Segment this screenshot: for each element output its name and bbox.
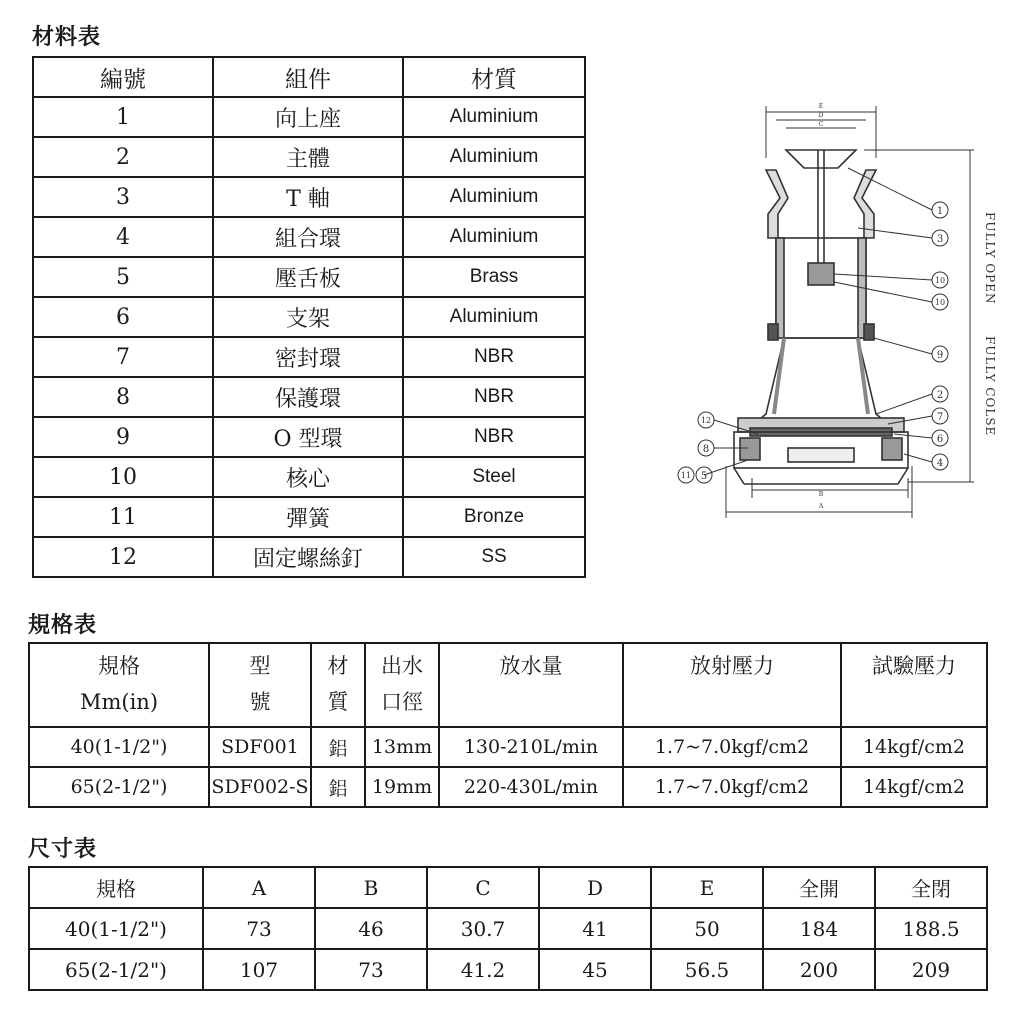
table-row [33,457,585,497]
specs-header-flow: 放水量 [439,643,623,727]
table-row [29,949,987,990]
part-material: SS [403,537,585,577]
dim-c: 41.2 [427,949,539,990]
specs-header-mat-l1: 材 [327,654,349,678]
callout-10a: 10 [934,276,946,285]
part-number: 8 [33,377,213,417]
materials-header-no: 編號 [33,57,213,97]
specs-header-outlet-l2: 口徑 [381,690,423,714]
dim-size: 65(2-1/2") [29,949,203,990]
dim-header-d: D [539,867,651,908]
spec-outlet: 19mm [365,767,439,807]
specs-header-model [209,643,311,727]
part-material: Aluminium [403,217,585,257]
specs-header-mat-l2: 質 [327,690,349,714]
spec-spray-pressure: 1.7~7.0kgf/cm2 [623,727,841,767]
part-name: 支架 [213,297,403,337]
dim-size: 40(1-1/2") [29,908,203,949]
dimensions-title: 尺寸表 [28,837,98,862]
specs-header-outlet [365,643,439,727]
spec-model: SDF001 [209,727,311,767]
specs-header-row [29,643,987,727]
specs-table [28,642,988,808]
callout-9: 9 [936,350,944,361]
dim-fully-open: 184 [763,908,875,949]
dim-d: 45 [539,949,651,990]
materials-title: 材料表 [32,25,102,50]
part-number: 12 [33,537,213,577]
part-material: Aluminium [403,137,585,177]
dim-e: 56.5 [651,949,763,990]
materials-header-material: 材質 [403,57,585,97]
table-row [29,767,987,807]
dim-a: 107 [203,949,315,990]
materials-header-row [33,57,585,97]
table-row [33,337,585,377]
dim-header-c: C [427,867,539,908]
table-row [33,497,585,537]
label-fully-close: FULLY COLSE [983,336,997,437]
part-number: 10 [33,457,213,497]
materials-table [32,56,586,578]
part-material: Aluminium [403,97,585,137]
specs-title: 規格表 [28,613,98,638]
spec-test-pressure: 14kgf/cm2 [841,767,987,807]
table-row [33,537,585,577]
part-number: 4 [33,217,213,257]
part-number: 11 [33,497,213,537]
callout-1: 1 [936,206,944,217]
materials-header-part: 組件 [213,57,403,97]
spec-size: 65(2-1/2") [29,767,209,807]
table-row [33,97,585,137]
specs-header-size-l2: Mm(in) [79,690,159,714]
spec-material: 鋁 [311,767,365,807]
part-name: 彈簧 [213,497,403,537]
part-material: NBR [403,417,585,457]
spec-spray-pressure: 1.7~7.0kgf/cm2 [623,767,841,807]
table-row [29,908,987,949]
part-material: Aluminium [403,177,585,217]
dim-b: 73 [315,949,427,990]
part-name: O 型環 [213,417,403,457]
callout-10b: 10 [934,298,946,307]
specs-header-model-l1: 型 [249,654,271,678]
part-material: Bronze [403,497,585,537]
callout-3: 3 [936,234,944,245]
table-row [33,417,585,457]
part-material: Steel [403,457,585,497]
specs-header-test-pressure: 試驗壓力 [841,643,987,727]
part-name: 固定螺絲釘 [213,537,403,577]
table-row [33,377,585,417]
label-fully-open: FULLY OPEN [983,212,997,305]
part-number: 7 [33,337,213,377]
specs-header-material [311,643,365,727]
callout-8: 8 [702,444,710,455]
dim-letter-c: C [818,121,824,128]
dimensions-header-row [29,867,987,908]
part-name: 核心 [213,457,403,497]
dim-letter-a: A [818,503,824,510]
nozzle-section-diagram [668,98,1008,528]
part-number: 1 [33,97,213,137]
dimensions-table [28,866,988,991]
dim-e: 50 [651,908,763,949]
spec-outlet: 13mm [365,727,439,767]
dim-header-e: E [651,867,763,908]
dim-fully-open: 200 [763,949,875,990]
table-row [29,727,987,767]
dim-header-size: 規格 [29,867,203,908]
dim-header-fully-closed: 全閉 [875,867,987,908]
dim-letter-d: D [818,112,824,119]
part-name: 密封環 [213,337,403,377]
table-row [33,177,585,217]
specs-header-outlet-l1: 出水 [381,654,423,678]
part-name: 向上座 [213,97,403,137]
spec-model: SDF002-S [209,767,311,807]
callout-7: 7 [936,412,944,423]
spec-flow: 130-210L/min [439,727,623,767]
part-material: NBR [403,337,585,377]
spec-flow: 220-430L/min [439,767,623,807]
callout-5: 5 [700,471,708,482]
specs-header-spray-pressure: 放射壓力 [623,643,841,727]
dim-header-fully-open: 全開 [763,867,875,908]
part-number: 3 [33,177,213,217]
spec-test-pressure: 14kgf/cm2 [841,727,987,767]
spec-size: 40(1-1/2") [29,727,209,767]
callout-12: 12 [700,416,712,425]
callout-6: 6 [936,434,944,445]
part-material: Brass [403,257,585,297]
table-row [33,137,585,177]
dim-header-b: B [315,867,427,908]
part-name: 保護環 [213,377,403,417]
dim-fully-closed: 188.5 [875,908,987,949]
dim-header-a: A [203,867,315,908]
part-name: 主體 [213,137,403,177]
part-name: 組合環 [213,217,403,257]
callout-4: 4 [936,458,944,469]
dim-a: 73 [203,908,315,949]
specs-header-model-l2: 號 [249,690,271,714]
part-number: 2 [33,137,213,177]
spec-material: 鋁 [311,727,365,767]
part-number: 5 [33,257,213,297]
part-number: 9 [33,417,213,457]
part-number: 6 [33,297,213,337]
nozzle-body [734,150,908,484]
part-material: NBR [403,377,585,417]
dim-letter-e: E [818,103,824,110]
dim-letter-b: B [818,491,824,498]
dim-fully-closed: 209 [875,949,987,990]
dim-d: 41 [539,908,651,949]
part-name: 壓舌板 [213,257,403,297]
dim-b: 46 [315,908,427,949]
dim-c: 30.7 [427,908,539,949]
specs-header-size [29,643,209,727]
table-row [33,217,585,257]
table-row [33,257,585,297]
part-material: Aluminium [403,297,585,337]
callout-11: 11 [680,471,692,480]
table-row [33,297,585,337]
part-name: T 軸 [213,177,403,217]
specs-header-size-l1: 規格 [98,654,140,678]
callout-2: 2 [936,390,944,401]
